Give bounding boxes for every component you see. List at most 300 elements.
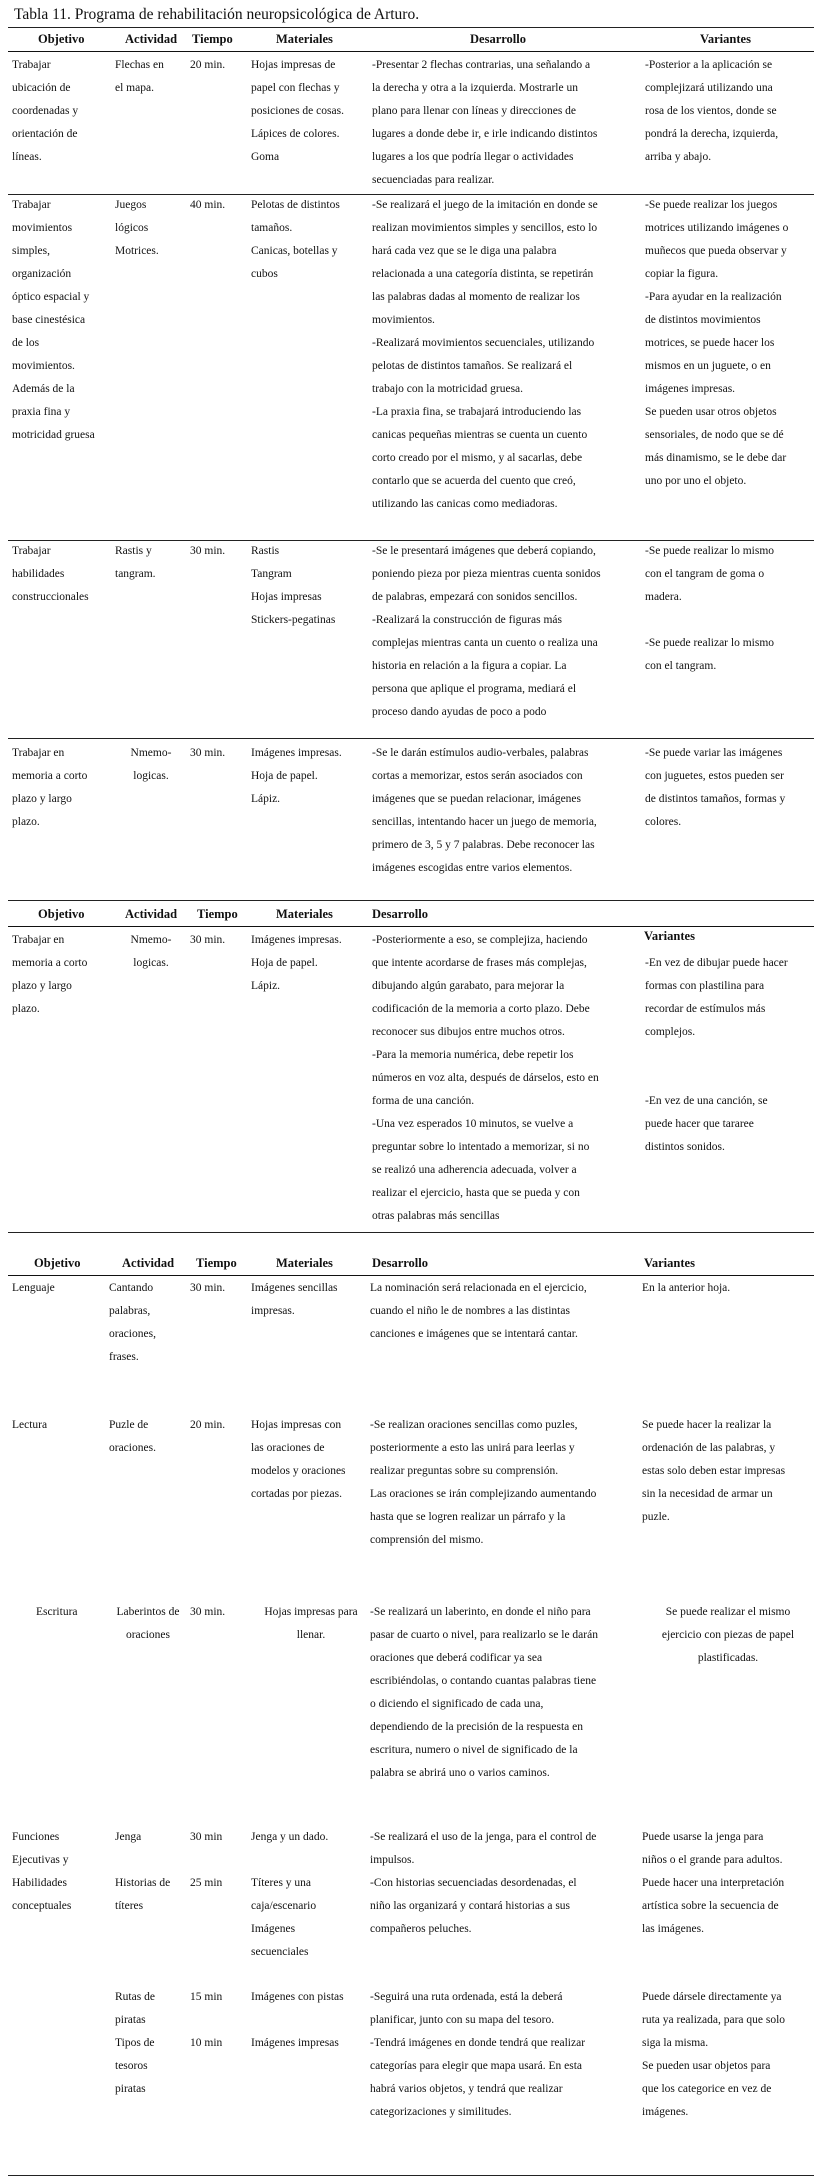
cell-line: piratas [115, 2083, 146, 2095]
cell-line: modelos y oraciones [251, 1465, 346, 1477]
cell-line: escribiéndolas, o contando cuantas palabras tiene [370, 1675, 597, 1687]
cell-line: estas solo deben estar impresas [642, 1465, 786, 1477]
cell-line: Pelotas de distintos [251, 199, 340, 211]
cell-line: muñecos que pueda observar y [645, 245, 787, 257]
cell-line: Se pueden usar objetos para [642, 2060, 771, 2072]
cell-line: Funciones [12, 1831, 60, 1843]
cell-line: -Se realizará un laberinto, en donde el niño para [370, 1606, 591, 1618]
cell-line: Jenga y un dado. [251, 1831, 329, 1843]
cell-line: 30 min [190, 1831, 223, 1843]
cell-line: primero de 3, 5 y 7 palabras. Debe reconocer las [372, 839, 595, 851]
cell-line: 30 min. [190, 1282, 226, 1294]
row-8-materiales-jenga [251, 1826, 368, 1849]
row-3-objetivo [12, 742, 112, 834]
cell-line: las palabras dadas al momento de realizar los [372, 291, 580, 303]
row-divider [8, 738, 814, 739]
cell-line: Hojas impresas de [251, 59, 336, 71]
cell-line: llenar. [296, 1629, 326, 1641]
header-tiempo: Tiempo [196, 1256, 237, 1270]
cell-line: formas con plastilina para [645, 980, 765, 992]
cell-line: palabra se abrirá uno o varios caminos. [370, 1767, 550, 1779]
cell-line: construccionales [12, 591, 89, 603]
cell-line: otras palabras más sencillas [372, 1210, 500, 1222]
row-2-desarrollo [372, 540, 642, 724]
row-1-variantes [645, 194, 813, 493]
row-5-desarrollo [370, 1277, 640, 1346]
cell-line: Lápiz. [251, 980, 281, 992]
cell-line: plano para llenar con líneas y direcciones de [372, 105, 577, 117]
cell-line: Historias de [115, 1877, 171, 1889]
cell-line: motrices, se puede hacer los [645, 337, 775, 349]
cell-line: piratas [115, 2014, 146, 2026]
row-8-materiales-tesoros [251, 2032, 368, 2055]
cell-line: -En vez de dibujar puede hacer [645, 957, 788, 969]
cell-line: ejercicio con piezas de papel [661, 1629, 795, 1641]
cell-line: proceso dando ayudas de poco a podo [372, 706, 547, 718]
row-8-desarrollo-tesoros [370, 2032, 640, 2124]
row-5-variantes [642, 1277, 810, 1300]
cell-line: -Posterior a la aplicación se [645, 59, 773, 71]
header-bottom-rule [8, 1275, 814, 1276]
row-4-variantes [645, 952, 813, 1159]
row-8-tiempo-tesoros [190, 2032, 248, 2055]
cell-line: Trabajar [12, 199, 51, 211]
row-7-materiales [251, 1601, 371, 1647]
row-6-variantes [642, 1414, 810, 1529]
cell-line: Además de la [12, 383, 75, 395]
cell-line: de palabras, empezará con sonidos sencillos. [372, 591, 578, 603]
cell-line: con el tangram. [645, 660, 717, 672]
header-actividad: Actividad [125, 907, 178, 921]
cell-line: tangram. [115, 568, 156, 580]
cell-line: logicas. [133, 770, 169, 782]
cell-line: Flechas en [115, 59, 164, 71]
cell-line: Imágenes impresas. [251, 747, 342, 759]
row-3-tiempo [190, 742, 248, 765]
cell-line: habilidades [12, 568, 65, 580]
cell-line: Habilidades [12, 1877, 67, 1889]
row-8-variantes-jenga [642, 1826, 810, 1872]
cell-line: 30 min. [190, 1606, 226, 1618]
row-4-desarrollo [372, 929, 642, 1228]
cell-line: praxia fina y [12, 406, 71, 418]
cell-line: Las oraciones se irán complejizando aumentando [370, 1488, 597, 1500]
row-8-materiales-rutas [251, 1986, 368, 2009]
cell-line: secuenciadas para realizar. [372, 174, 495, 186]
cell-line: reconocer sus dibujos entre muchos otros. [372, 1026, 565, 1038]
cell-line: Trabajar [12, 545, 51, 557]
cell-line: -Una vez esperados 10 minutos, se vuelve a [372, 1118, 574, 1130]
cell-line: categorías para elegir que mapa usará. En esta [370, 2060, 583, 2072]
cell-line: contarlo que se acuerda del cuento que creó, [372, 475, 576, 487]
cell-line: de distintos tamaños, formas y [645, 793, 786, 805]
cell-line: -Se puede realizar lo mismo [645, 637, 775, 649]
cell-line: -Tendrá imágenes en donde tendrá que realizar [370, 2037, 586, 2049]
cell-line: Se pueden usar otros objetos [645, 406, 777, 418]
cell-line: Imágenes [251, 1923, 296, 1935]
row-8-tiempo-rutas [190, 1986, 248, 2009]
cell-line: Rastis [251, 545, 280, 557]
row-0-materiales [251, 54, 368, 169]
cell-line: cortas a memorizar, estos serán asociados con [372, 770, 583, 782]
cell-line: habrá varios objetos, y tendrá que realizar [370, 2083, 563, 2095]
cell-line: -Se puede variar las imágenes [645, 747, 783, 759]
cell-line: posiciones de cosas. [251, 105, 344, 117]
cell-line: Trabajar [12, 59, 51, 71]
row-6-actividad [109, 1414, 181, 1460]
cell-line: la derecha y otra a la izquierda. Mostrarle un [372, 82, 578, 94]
cell-line: Hojas impresas con [251, 1419, 342, 1431]
cell-line: -Con historias secuenciadas desordenadas, el [370, 1877, 577, 1889]
cell-line: Hojas impresas [251, 591, 322, 603]
cell-line: Motrices. [115, 245, 159, 257]
cell-line: En la anterior hoja. [642, 1282, 731, 1294]
cell-line: canciones e imágenes que se intentará cantar. [370, 1328, 578, 1340]
cell-line: secuenciales [251, 1946, 309, 1958]
row-8-variantes-titeres [642, 1872, 810, 1941]
cell-line: Imágenes impresas [251, 2037, 339, 2049]
cell-line: coordenadas y [12, 105, 79, 117]
row-1-actividad [115, 194, 187, 263]
cell-line: Imágenes impresas. [251, 934, 342, 946]
cell-line: -La praxia fina, se trabajará introduciendo las [372, 406, 582, 418]
cell-line: realizar el ejercicio, hasta que se pueda y con [372, 1187, 580, 1199]
cell-line: niño las organizará y contará historias a sus [370, 1900, 571, 1912]
cell-line [645, 1067, 813, 1090]
cell-line: 25 min [190, 1877, 223, 1889]
row-3-actividad [115, 742, 187, 788]
row-8-desarrollo-jenga [370, 1826, 640, 1872]
cell-line: Lápiz. [251, 793, 281, 805]
cell-line: Nmemo- [130, 934, 172, 946]
cell-line: Nmemo- [130, 747, 172, 759]
cell-line: colores. [645, 816, 682, 828]
header-materiales: Materiales [276, 32, 333, 46]
row-8-tiempo-titeres [190, 1872, 248, 1895]
cell-line: imágenes que se puedan relacionar, imágenes [372, 793, 582, 805]
cell-line: 30 min. [190, 747, 226, 759]
cell-line [645, 1044, 813, 1067]
row-4-materiales [251, 929, 368, 998]
cell-line: Puede hacer una interpretación [642, 1877, 785, 1889]
table-caption: Tabla 11. Programa de rehabilitación neuropsicológica de Arturo. [14, 6, 420, 23]
cell-line: base cinestésica [12, 314, 86, 326]
cell-line: -Para ayudar en la realización [645, 291, 782, 303]
cell-line: conceptuales [12, 1900, 72, 1912]
row-2-actividad [115, 540, 187, 586]
row-0-tiempo [190, 54, 248, 77]
cell-line: realizar preguntas sobre su comprensión. [370, 1465, 559, 1477]
row-8-tiempo-jenga [190, 1826, 248, 1849]
cell-line: con juguetes, estos pueden ser [645, 770, 784, 782]
cell-line: mismos en un juguete, o en [645, 360, 771, 372]
cell-line: corto creado por el mismo, y al sacarlas, debe [372, 452, 583, 464]
cell-line: oraciones. [109, 1442, 156, 1454]
header-bottom-rule [8, 926, 814, 927]
cell-line: persona que aplique el programa, mediará el [372, 683, 577, 695]
row-0-variantes [645, 54, 813, 169]
row-4-objetivo [12, 929, 112, 1021]
table-bottom-rule [8, 2175, 814, 2176]
row-5-objetivo [12, 1277, 112, 1300]
cell-line: Juegos [115, 199, 147, 211]
header-variantes: Variantes [644, 929, 695, 943]
row-2-tiempo [190, 540, 248, 563]
cell-line: rosa de los vientos, donde se [645, 105, 777, 117]
cell-line: Goma [251, 151, 280, 163]
row-1-desarrollo [372, 194, 642, 516]
cell-line: forma de una canción. [372, 1095, 475, 1107]
cell-line: hará cada vez que se le diga una palabra [372, 245, 557, 257]
cell-line: -Para la memoria numérica, debe repetir los [372, 1049, 574, 1061]
cell-line: pasar de cuarto o nivel, para realizarlo se le darán [370, 1629, 598, 1641]
cell-line: Lápices de colores. [251, 128, 340, 140]
cell-line: -Realizará la construcción de figuras más [372, 614, 562, 626]
cell-line: niños o el grande para adultos. [642, 1854, 783, 1866]
cell-line: dibujando algún garabato, para mejorar la [372, 980, 565, 992]
cell-line: números en voz alta, después de dárselos, esto en [372, 1072, 599, 1084]
cell-line: oraciones [125, 1629, 171, 1641]
cell-line: frases. [109, 1351, 139, 1363]
cell-line [645, 609, 813, 632]
cell-line: -Posteriormente a eso, se complejiza, haciendo [372, 934, 588, 946]
row-0-desarrollo [372, 54, 642, 192]
cell-line: imágenes impresas. [645, 383, 736, 395]
header-desarrollo: Desarrollo [372, 907, 429, 921]
cell-line: -Se realizará el juego de la imitación en donde se [372, 199, 598, 211]
cell-line: Títeres y una [251, 1877, 312, 1889]
cell-line: distintos sonidos. [645, 1141, 725, 1153]
cell-line: logicas. [133, 957, 169, 969]
cell-line: Hoja de papel. [251, 957, 318, 969]
header-tiempo: Tiempo [197, 907, 238, 921]
cell-line: -Se realizan oraciones sencillas como puzles, [370, 1419, 578, 1431]
row-5-tiempo [190, 1277, 248, 1300]
cell-line: Puede dársele directamente ya [642, 1991, 782, 2003]
cell-line: Tangram [251, 568, 292, 580]
cell-line: memoria a corto [12, 957, 88, 969]
row-6-materiales [251, 1414, 368, 1506]
cell-line: Hojas impresas para [264, 1606, 358, 1618]
cell-line: poniendo pieza por pieza mientras cuenta sonidos [372, 568, 601, 580]
cell-line: realizan movimientos simples y sencillos, esto lo [372, 222, 598, 234]
cell-line: tesoros [115, 2060, 148, 2072]
cell-line: Rutas de [115, 1991, 155, 2003]
row-0-objetivo [12, 54, 112, 169]
row-7-actividad [108, 1601, 188, 1647]
cell-line: Jenga [115, 1831, 142, 1843]
cell-line: canicas pequeñas mientras se cuenta un cuento [372, 429, 588, 441]
header-objetivo: Objetivo [38, 907, 85, 921]
cell-line: Lenguaje [12, 1282, 55, 1294]
cell-line: historia en relación a la figura a copiar. La [372, 660, 567, 672]
row-6-tiempo [190, 1414, 248, 1437]
header-desarrollo: Desarrollo [470, 32, 527, 46]
cell-line: lugares a los que podría llegar o actividades [372, 151, 574, 163]
cell-line: uno por uno el objeto. [645, 475, 747, 487]
cell-line: más dinamismo, se le debe dar [645, 452, 787, 464]
row-8-desarrollo-rutas [370, 1986, 640, 2032]
cell-line: con el tangram de goma o [645, 568, 765, 580]
cell-line: complejas mientras canta un cuento o realiza una [372, 637, 598, 649]
cell-line: arriba y abajo. [645, 151, 712, 163]
cell-line: Laberintos de [116, 1606, 180, 1618]
cell-line: motrices utilizando imágenes o [645, 222, 789, 234]
row-4-tiempo [190, 929, 248, 952]
cell-line: sin la necesidad de armar un [642, 1488, 773, 1500]
cell-line: oraciones, [109, 1328, 156, 1340]
cell-line: lugares a donde debe ir, e irle indicando distintos [372, 128, 598, 140]
cell-line: papel con flechas y [251, 82, 340, 94]
cell-line: o diciendo el significado de cada una, [370, 1698, 544, 1710]
cell-line: que los categorice en vez de [642, 2083, 772, 2095]
row-6-objetivo [12, 1414, 112, 1437]
cell-line: La nominación será relacionada en el ejercicio, [370, 1282, 587, 1294]
cell-line: cortadas por piezas. [251, 1488, 343, 1500]
row-2-variantes [645, 540, 813, 678]
cell-line: artística sobre la secuencia de [642, 1900, 779, 1912]
cell-line: memoria a corto [12, 770, 88, 782]
cell-line: recordar de estímulos más [645, 1003, 766, 1015]
row-1-objetivo [12, 194, 112, 447]
cell-line: planificar, junto con su mapa del tesoro. [370, 2014, 555, 2026]
cell-line: trabajo con la motricidad gruesa. [372, 383, 524, 395]
cell-line: Ejecutivas y [12, 1854, 69, 1866]
cell-line: 15 min [190, 1991, 223, 2003]
cell-line: Rastis y [115, 545, 152, 557]
cell-line: -Se le darán estímulos audio-verbales, palabras [372, 747, 589, 759]
cell-line: -Se realizará el uso de la jenga, para el control de [370, 1831, 597, 1843]
header-variantes: Variantes [644, 1256, 695, 1270]
cell-line: Imágenes sencillas [251, 1282, 338, 1294]
header-tiempo: Tiempo [192, 32, 233, 46]
row-0-actividad [115, 54, 187, 100]
row-divider [8, 900, 814, 901]
cell-line: dependiendo de la precisión de la respuesta en [370, 1721, 583, 1733]
cell-line: -Se puede realizar los juegos [645, 199, 778, 211]
cell-line: ordenación de las palabras, y [642, 1442, 776, 1454]
row-1-tiempo [190, 194, 248, 217]
cell-line: motricidad gruesa [12, 429, 95, 441]
cell-line: Imágenes con pistas [251, 1991, 344, 2003]
header-objetivo: Objetivo [34, 1256, 81, 1270]
cell-line: preguntar sobre lo intentado a memorizar, si no [372, 1141, 590, 1153]
cell-line: las oraciones de [251, 1442, 325, 1454]
cell-line: -Realizará movimientos secuenciales, utilizando [372, 337, 595, 349]
cell-line: utilizando las canicas como mediadoras. [372, 498, 558, 510]
header-materiales: Materiales [276, 1256, 333, 1270]
row-1-materiales [251, 194, 368, 286]
header-actividad: Actividad [122, 1256, 175, 1270]
row-4-actividad [115, 929, 187, 975]
cell-line: 10 min [190, 2037, 223, 2049]
cell-line: ubicación de [12, 82, 71, 94]
cell-line: imágenes. [642, 2106, 689, 2118]
cell-line: sensoriales, de nodo que se dé [645, 429, 784, 441]
row-8-variantes-tesoros [642, 2055, 810, 2124]
cell-line: Stickers-pegatinas [251, 614, 336, 626]
cell-line: lógicos [115, 222, 149, 234]
cell-line: Hoja de papel. [251, 770, 318, 782]
cell-line: plazo. [12, 816, 40, 828]
cell-line: cubos [251, 268, 278, 280]
cell-line: plazo. [12, 1003, 40, 1015]
cell-line: movimientos. [372, 314, 435, 326]
cell-line: de los [12, 337, 40, 349]
cell-line: -Seguirá una ruta ordenada, está la deberá [370, 1991, 563, 2003]
cell-line: ruta ya realizada, para que solo [642, 2014, 786, 2026]
cell-line: impresas. [251, 1305, 295, 1317]
header-actividad: Actividad [125, 32, 178, 46]
cell-line: tamaños. [251, 222, 293, 234]
cell-line: puede hacer que tararee [645, 1118, 754, 1130]
cell-line: cuando el niño le de nombres a las distintas [370, 1305, 570, 1317]
cell-line: Lectura [12, 1419, 48, 1431]
row-5-actividad [109, 1277, 181, 1369]
row-8-actividad-jenga [115, 1826, 187, 1849]
cell-line: plastificadas. [697, 1652, 759, 1664]
cell-line: se realizó una adherencia adecuada, volver a [372, 1164, 577, 1176]
cell-line: líneas. [12, 151, 42, 163]
header-materiales: Materiales [276, 907, 333, 921]
cell-line: codificación de la memoria a corto plazo. Debe [372, 1003, 590, 1015]
row-3-materiales [251, 742, 368, 811]
cell-line: Se puede realizar el mismo [665, 1606, 791, 1618]
cell-line: 20 min. [190, 59, 226, 71]
cell-line: -En vez de una canción, se [645, 1095, 768, 1107]
cell-line: las imágenes. [642, 1923, 704, 1935]
row-5-materiales [251, 1277, 368, 1323]
row-divider [8, 1232, 814, 1233]
cell-line: 40 min. [190, 199, 226, 211]
cell-line: óptico espacial y [12, 291, 90, 303]
cell-line: Tipos de [115, 2037, 155, 2049]
cell-line: Trabajar en [12, 934, 65, 946]
cell-line: comprensión del mismo. [370, 1534, 484, 1546]
cell-line: escritura, numero o nivel de significado de la [370, 1744, 578, 1756]
cell-line: de distintos movimientos [645, 314, 761, 326]
cell-line: simples, [12, 245, 51, 257]
cell-line: plazo y largo [12, 793, 72, 805]
cell-line: madera. [645, 591, 682, 603]
header-bottom-rule [8, 51, 814, 52]
row-8-variantes-rutas [642, 1986, 810, 2055]
cell-line: puzle. [642, 1511, 670, 1523]
cell-line: -Se le presentará imágenes que deberá copiando, [372, 545, 596, 557]
cell-line: movimientos. [12, 360, 75, 372]
cell-line: pelotas de distintos tamaños. Se realizará el [372, 360, 573, 372]
cell-line: categorizaciones y similitudes. [370, 2106, 512, 2118]
row-2-materiales [251, 540, 368, 632]
cell-line: que intente acordarse de frases más complejas, [372, 957, 587, 969]
cell-line: compañeros peluches. [370, 1923, 472, 1935]
row-8-actividad-tesoros [115, 2032, 187, 2101]
cell-line: -Presentar 2 flechas contrarias, una señalando a [372, 59, 591, 71]
row-8-desarrollo-titeres [370, 1872, 640, 1941]
cell-line: complejizará utilizando una [645, 82, 773, 94]
cell-line: posteriormente a esto las unirá para leerlas y [370, 1442, 575, 1454]
cell-line: impulsos. [370, 1854, 415, 1866]
cell-line: oraciones que deberá codificar ya sea [370, 1652, 543, 1664]
cell-line: Trabajar en [12, 747, 65, 759]
header-objetivo: Objetivo [38, 32, 85, 46]
row-8-actividad-rutas [115, 1986, 187, 2032]
row-2-objetivo [12, 540, 112, 609]
row-8-materiales-titeres [251, 1872, 368, 1964]
cell-line: orientación de [12, 128, 78, 140]
cell-line: imágenes escogidas entre varios elementos. [372, 862, 573, 874]
cell-line: sencillas, intentando hacer un juego de memoria, [372, 816, 597, 828]
